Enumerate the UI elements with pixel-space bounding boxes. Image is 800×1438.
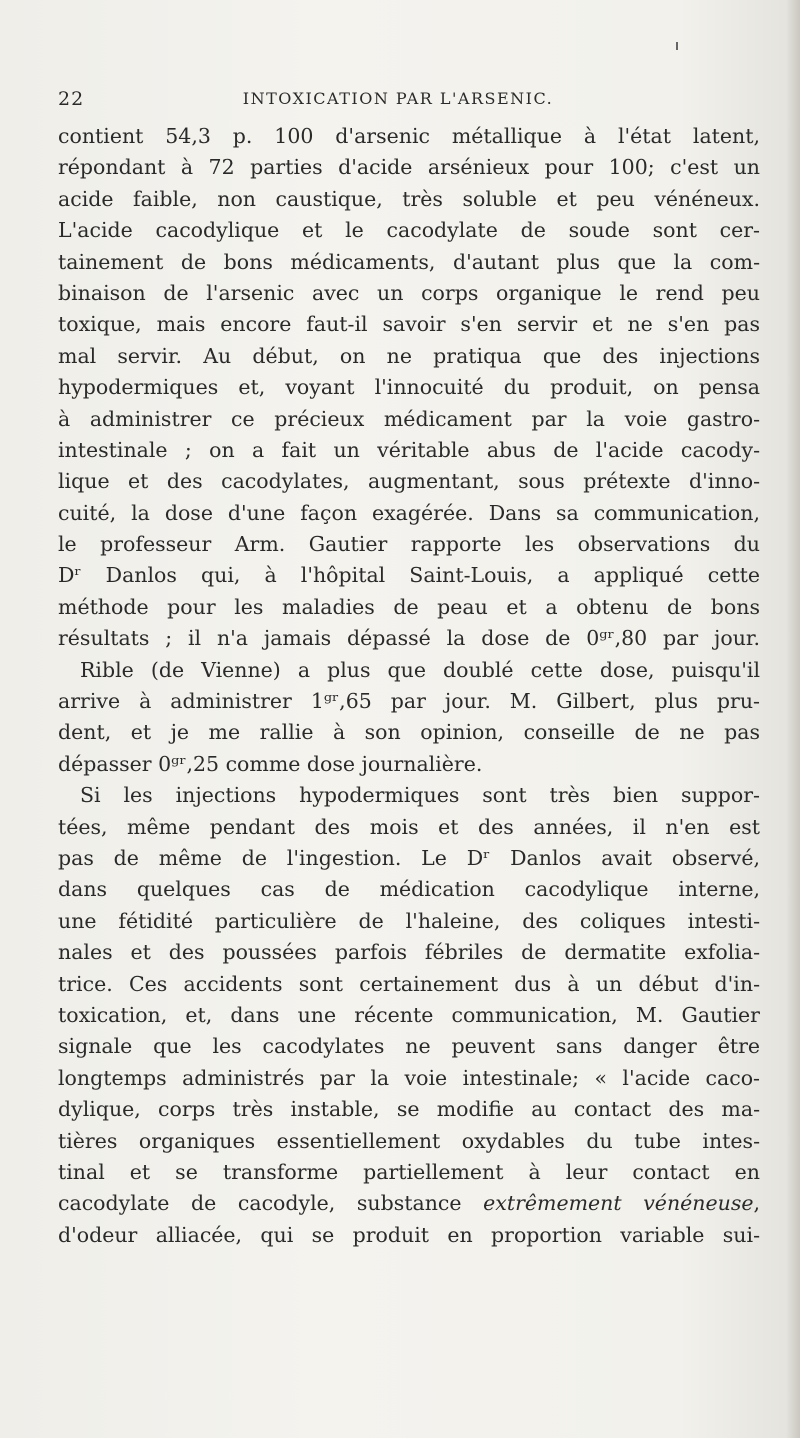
text-line: lique et des cacodylates, augmentant, sous prétexte d'inno-: [58, 469, 760, 494]
text-line: cuité, la dose d'une façon exagérée. Dans sa communication,: [58, 500, 760, 525]
text-line: tinal et se transforme partiellement à leur contact en: [58, 1159, 760, 1184]
text-line: toxique, mais encore faut-il savoir s'en servir et ne s'en pas: [58, 312, 760, 337]
page-edge-shadow: [786, 0, 800, 1438]
text-line: intestinale ; on a fait un véritable abus de l'acide cacody-: [58, 437, 760, 462]
text-line: acide faible, non caustique, très soluble et peu vénéneux.: [58, 186, 760, 211]
text-line: trice. Ces accidents sont certainement dus à un début d'in-: [58, 971, 760, 996]
page-header: [58, 88, 738, 114]
text-line: à administrer ce précieux médicament par la voie gastro-: [58, 406, 760, 431]
text-line: dépasser 0ᵍʳ,25 comme dose journalière.: [58, 751, 483, 776]
text-line: tées, même pendant des mois et des années, il n'en est: [58, 814, 760, 839]
text-line: binaison de l'arsenic avec un corps organique le rend peu: [58, 280, 760, 305]
text-line: signale que les cacodylates ne peuvent sans danger être: [58, 1034, 760, 1059]
text-line: L'acide cacodylique et le cacodylate de soude sont cer-: [58, 218, 760, 243]
text-line: d'odeur alliacée, qui se produit en proportion variable sui-: [58, 1222, 760, 1247]
text-line: dans quelques cas de médication cacodylique interne,: [58, 877, 760, 902]
text-line: longtemps administrés par la voie intestinale; « l'acide caco-: [58, 1065, 760, 1090]
text-line: dent, et je me rallie à son opinion, conseille de ne pas: [58, 720, 760, 745]
text-line: tières organiques essentiellement oxydables du tube intes-: [58, 1128, 760, 1153]
text-line: dylique, corps très instable, se modifie au contact des ma-: [58, 1097, 760, 1122]
text-line: tainement de bons médicaments, d'autant plus que la com-: [58, 249, 760, 274]
stray-print-mark: [676, 42, 678, 50]
text-line: toxication, et, dans une récente communication, M. Gautier: [58, 1002, 760, 1027]
text-line: hypodermiques et, voyant l'innocuité du produit, on pensa: [58, 375, 760, 400]
text-line: méthode pour les maladies de peau et a obtenu de bons: [58, 594, 760, 619]
text-line: contient 54,3 p. 100 d'arsenic métallique à l'état latent,: [58, 124, 760, 148]
text-line: Rible (de Vienne) a plus que doublé cette dose, puisqu'il: [80, 657, 760, 682]
text-line: Dʳ Danlos qui, à l'hôpital Saint-Louis, a appliqué cette: [58, 563, 760, 588]
body-text: [58, 121, 760, 1251]
text-line: répondant à 72 parties d'acide arsénieux pour 100; c'est un: [58, 155, 760, 180]
emphasis: extrêmement vénéneuse: [483, 1191, 754, 1216]
text-line: une fétidité particulière de l'haleine, des coliques intesti-: [58, 908, 760, 933]
page-number: 22: [58, 88, 85, 110]
text-line: mal servir. Au début, on ne pratiqua que des injections: [58, 343, 760, 368]
text-line: nales et des poussées parfois fébriles de dermatite exfolia-: [58, 940, 760, 965]
text-line: Si les injections hypodermiques sont très bien suppor-: [80, 783, 760, 808]
text-line: le professeur Arm. Gautier rapporte les observations du: [58, 532, 760, 557]
text-line: pas de même de l'ingestion. Le Dʳ Danlos avait observé,: [58, 845, 760, 870]
text-line: résultats ; il n'a jamais dépassé la dose de 0ᵍʳ,80 par jour.: [58, 626, 760, 651]
running-title: INTOXICATION PAR L'ARSENIC.: [242, 89, 554, 108]
text-line: arrive à administrer 1ᵍʳ,65 par jour. M. Gilbert, plus pru-: [58, 689, 760, 714]
text-line: cacodylate de cacodyle, substance extrêmement vénéneuse,: [58, 1191, 760, 1216]
